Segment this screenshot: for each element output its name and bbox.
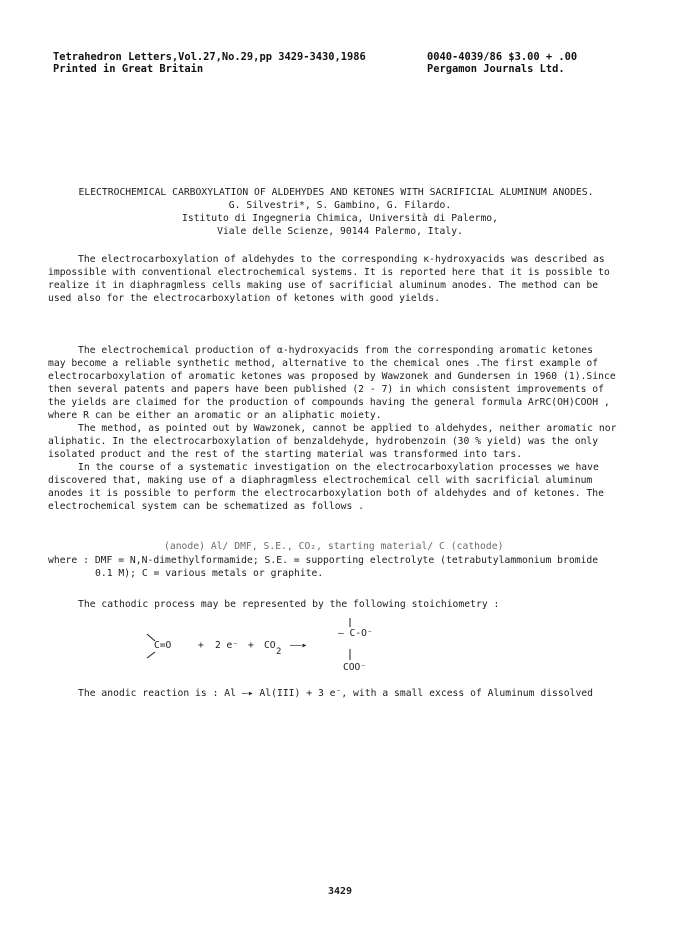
journal-citation: Tetrahedron Letters,Vol.27,No.29,pp 3429-3430,1986 [53, 51, 366, 63]
issn-price: 0040-4039/86 $3.00 + .00 [427, 51, 578, 63]
electrochemical-scheme: (anode) Al/ DMF, S.E., CO₂, starting material/ C (cathode) [164, 541, 504, 552]
body-line: In the course of a systematic investigation on the electrocarboxylation processes we have [78, 462, 599, 473]
co2-subscript: 2 [276, 647, 282, 657]
where-line: where : DMF = N,N-dimethylformamide; S.E. = supporting electrolyte (tetrabutylammonium bromide [48, 555, 599, 566]
body-line: discovered that, making use of a diaphragmless electrochemical cell with sacrificial aluminum [48, 475, 593, 486]
carbonyl-group: C=O [154, 640, 172, 651]
body-line: aliphatic. In the electrocarboxylation of benzaldehyde, hydrobenzoin (30 % yield) was the only [48, 436, 599, 447]
anodic-reaction: The anodic reaction is : Al —▸ Al(III) + 3 e⁻, with a small excess of Aluminum dissolved [78, 688, 594, 699]
alkoxide-carbon: — C-O⁻ [338, 628, 373, 639]
carbon-dioxide: CO [264, 640, 276, 651]
paper-title: ELECTROCHEMICAL CARBOXYLATION OF ALDEHYDES AND KETONES WITH SACRIFICIAL ALUMINUM ANODES. [78, 187, 594, 198]
printed-location: Printed in Great Britain [53, 63, 204, 75]
publisher: Pergamon Journals Ltd. [427, 63, 565, 75]
abstract-line: used also for the electrocarboxylation of ketones with good yields. [48, 293, 441, 304]
authors: G. Silvestri*, S. Gambino, G. Filardo. [228, 200, 452, 211]
abstract-line: The electrocarboxylation of aldehydes to the corresponding κ-hydroxyacids was described as [78, 254, 605, 265]
affiliation-line: Istituto di Ingegneria Chimica, Università di Palermo, [181, 213, 499, 224]
body-line: electrochemical system can be schematized as follows . [48, 501, 365, 512]
body-line: where R can be either an aromatic or an aliphatic moiety. [48, 410, 382, 421]
abstract-line: impossible with conventional electrochemical systems. It is reported here that it is possible to [48, 267, 610, 278]
cathodic-intro: The cathodic process may be represented by the following stoichiometry : [78, 599, 500, 610]
body-line: anodes it is possible to perform the electrocarboxylation both of aldehydes and of ketones. The [48, 488, 604, 499]
body-line: isolated product and the rest of the starting material was transformed into tars. [48, 449, 523, 460]
body-line: electrocarboxylation of aromatic ketones was proposed by Wawzonek and Gundersen in 1960 (1).Since [48, 371, 616, 382]
body-line: then several patents and papers have been published (2 - 7) in which consistent improvements of [48, 384, 604, 395]
page-number: 3429 [327, 886, 353, 897]
where-line: 0.1 M); C = various metals or graphite. [95, 568, 324, 579]
body-line: The electrochemical production of α-hydroxyacids from the corresponding aromatic ketones [78, 345, 594, 356]
reaction-arrow: ——▸ [290, 640, 308, 651]
abstract-line: realize it in diaphragmless cells making use of sacrificial aluminum anodes. The method can be [48, 280, 599, 291]
affiliation-line: Viale delle Scienze, 90144 Palermo, Italy. [217, 226, 463, 237]
body-line: may become a reliable synthetic method, alternative to the chemical ones .The first example of [48, 358, 599, 369]
body-line: The method, as pointed out by Wawzonek, cannot be applied to aldehydes, neither aromatic nor [78, 423, 617, 434]
plus-sign: + [248, 640, 254, 651]
body-line: the yields are claimed for the production of compounds having the general formula ArRC(OH)COOH , [48, 397, 610, 408]
electrons: 2 e⁻ [215, 640, 239, 651]
carboxylate: COO⁻ [343, 662, 367, 673]
plus-sign: + [198, 640, 204, 651]
